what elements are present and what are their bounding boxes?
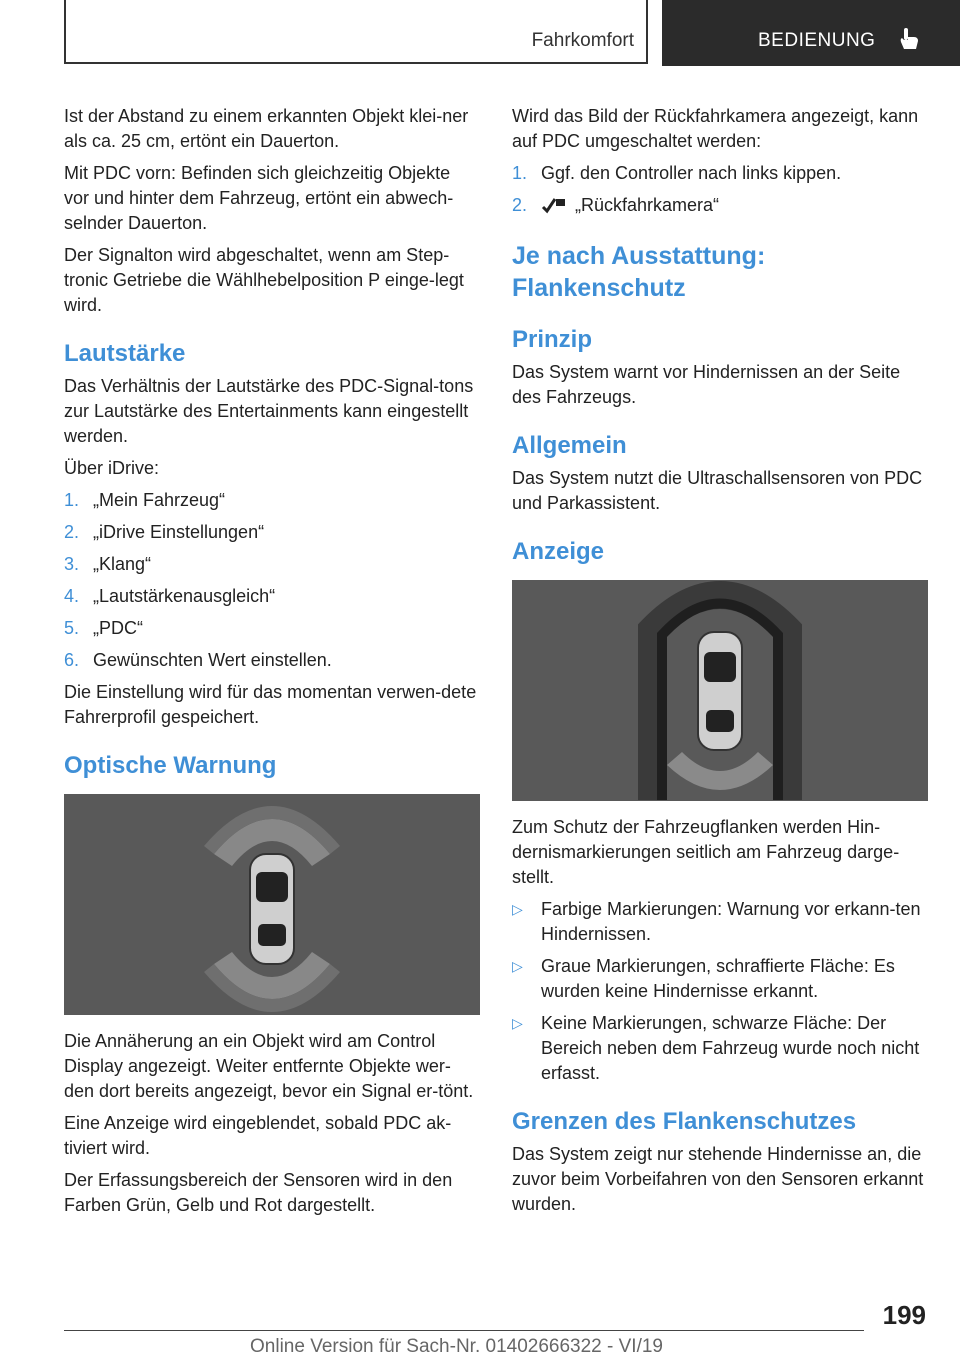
step-text: „Lautstärkenausgleich“: [93, 586, 276, 606]
paragraph: Der Erfassungsbereich der Sensoren wird in den Farben Grün, Gelb und Rot dargestellt.: [64, 1170, 453, 1215]
list-item: [64, 616, 480, 641]
step-text: „Mein Fahrzeug“: [93, 490, 226, 510]
chapter-title: BEDIENUNG: [758, 30, 876, 51]
paragraph: Eine Anzeige wird eingeblendet, sobald PDC ak-tiviert wird.: [64, 1113, 452, 1158]
paragraph: Zum Schutz der Fahrzeugflanken werden Hin-dernismarkierungen seitlich am Fahrzeug darge-stellt.: [512, 817, 900, 887]
step-text: Ggf. den Controller nach links kippen.: [541, 163, 842, 183]
step-number: 1.: [64, 490, 80, 510]
left-column: [64, 104, 480, 1225]
paragraph: Das Verhältnis der Lautstärke des PDC-Signal-tons zur Lautstärke des Entertainments kann eingestellt werden.: [64, 376, 474, 446]
triangle-bullet-icon: ▷: [512, 901, 523, 917]
list-item: [64, 648, 480, 673]
triangle-bullet-icon: ▷: [512, 1015, 523, 1031]
flank-protection-illustration: [512, 580, 928, 801]
paragraph: Die Einstellung wird für das momentan verwen-dete Fahrerprofil gespeichert.: [64, 682, 477, 727]
list-item: [512, 161, 928, 186]
hand-pointer-icon: [895, 26, 921, 52]
paragraph: Über iDrive:: [64, 458, 160, 478]
step-number: 6.: [64, 650, 80, 670]
step-text: Gewünschten Wert einstellen.: [93, 650, 332, 670]
list-item: [512, 193, 928, 218]
heading-lautstaerke: Lautstärke: [64, 340, 186, 367]
paragraph: Wird das Bild der Rückfahrkamera angezeigt, kann auf PDC umgeschaltet werden:: [512, 106, 919, 151]
step-list: [64, 488, 480, 673]
step-text: „iDrive Einstellungen“: [93, 522, 265, 542]
paragraph: Mit PDC vorn: Befinden sich gleichzeitig Objekte vor und hinter dem Fahrzeug, ertönt ein abwech-selnder Dauerton.: [64, 163, 454, 233]
list-item: [64, 584, 480, 609]
step-number: 2.: [64, 522, 80, 542]
step-text: „PDC“: [93, 618, 143, 638]
bullet-list: [512, 897, 928, 1086]
step-number: 4.: [64, 586, 80, 606]
heading-flankenschutz: Je nach Ausstattung: Flankenschutz: [512, 242, 766, 302]
bullet-text: Graue Markierungen, schraffierte Fläche: Es wurden keine Hindernisse erkannt.: [541, 956, 895, 1001]
step-number: 5.: [64, 618, 80, 638]
pdc-car-illustration: [64, 794, 480, 1015]
list-item: [64, 552, 480, 577]
heading-allgemein: Allgemein: [512, 432, 627, 459]
list-item: [512, 954, 928, 1004]
footer-text: Online Version für Sach-Nr. 01402666322 - VI/19: [250, 1336, 663, 1357]
page-number: 199: [882, 1300, 926, 1330]
camera-pdc-icon: [541, 195, 567, 215]
paragraph: Die Annäherung an ein Objekt wird am Control Display angezeigt. Weiter entfernte Objekte wer-den dort bereits angezeigt, bevor ein Signal er-tönt.: [64, 1031, 474, 1101]
step-list: [512, 161, 928, 218]
list-item: [512, 897, 928, 947]
bullet-text: Keine Markierungen, schwarze Fläche: Der Bereich neben dem Fahrzeug wurde noch nicht erfasst.: [541, 1013, 920, 1083]
paragraph: Das System warnt vor Hindernissen an der Seite des Fahrzeugs.: [512, 362, 901, 407]
step-text: „Klang“: [93, 554, 152, 574]
paragraph: Ist der Abstand zu einem erkannten Objekt klei-ner als ca. 25 cm, ertönt ein Dauerton.: [64, 106, 469, 151]
chapter-tab: [662, 0, 960, 66]
list-item: [64, 520, 480, 545]
heading-grenzen: Grenzen des Flankenschutzes: [512, 1108, 857, 1135]
heading-prinzip: Prinzip: [512, 326, 593, 353]
triangle-bullet-icon: ▷: [512, 958, 523, 974]
step-number: 2.: [512, 195, 528, 215]
heading-optische-warnung: Optische Warnung: [64, 752, 277, 779]
paragraph: Das System zeigt nur stehende Hindernisse an, die zuvor beim Vorbeifahren von den Sensoren erkannt wurden.: [512, 1144, 924, 1214]
paragraph: Der Signalton wird abgeschaltet, wenn am Step-tronic Getriebe die Wählhebelposition P einge-legt wird.: [64, 245, 464, 315]
step-number: 1.: [512, 163, 528, 183]
section-title: Fahrkomfort: [531, 30, 634, 51]
right-column: [512, 104, 928, 1224]
pdc-display-image: [64, 794, 480, 1015]
list-item: [64, 488, 480, 513]
list-item: [512, 1011, 928, 1086]
step-number: 3.: [64, 554, 80, 574]
heading-anzeige: Anzeige: [512, 538, 605, 565]
footer-divider: [64, 1330, 864, 1331]
step-text: „Rückfahrkamera“: [575, 195, 720, 215]
flankenschutz-display-image: [512, 580, 928, 801]
paragraph: Das System nutzt die Ultraschallsensoren von PDC und Parkassistent.: [512, 468, 923, 513]
bullet-text: Farbige Markierungen: Warnung vor erkann-ten Hindernissen.: [541, 899, 921, 944]
